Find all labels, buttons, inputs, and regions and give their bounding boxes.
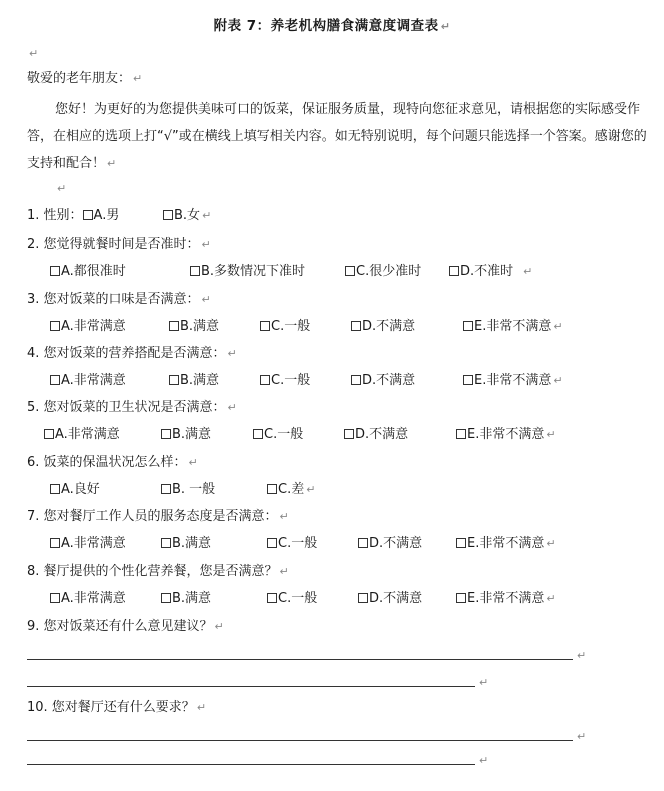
checkbox-icon[interactable] bbox=[83, 210, 93, 220]
option-checkbox[interactable]: B.满意 bbox=[169, 373, 219, 389]
option-checkbox[interactable]: B.多数情况下准时 bbox=[190, 264, 305, 280]
checkbox-icon[interactable] bbox=[345, 266, 355, 276]
option-checkbox[interactable]: E.非常不满意 ↵ bbox=[456, 427, 556, 443]
option-checkbox[interactable]: B. 一般 bbox=[161, 482, 215, 498]
checkbox-icon[interactable] bbox=[463, 321, 473, 331]
option-checkbox[interactable]: D.不满意 bbox=[351, 373, 415, 389]
blank-paragraph: ↵ bbox=[57, 182, 67, 195]
checkbox-icon[interactable] bbox=[351, 321, 361, 331]
question-4: 4. 您对饭菜的营养搭配是否满意： ↵ bbox=[27, 346, 237, 361]
option-checkbox[interactable]: D.不满意 bbox=[351, 319, 415, 335]
checkbox-icon[interactable] bbox=[161, 538, 171, 548]
intro-paragraph: 您好！为更好的为您提供美味可口的饭菜，保证服务质量，现特向您征求意见，请根据您的实际感受作答，在相应的选项上打“√”或在横线上填写相关内容。如无特别说明，每个问题只能选择一个答案。感谢您的支持和配合！ ↵ bbox=[27, 102, 647, 171]
option-checkbox[interactable]: E.非常不满意 ↵ bbox=[456, 536, 556, 552]
option-checkbox[interactable]: C.一般 bbox=[260, 319, 310, 335]
option-checkbox[interactable]: A.男 bbox=[83, 208, 120, 223]
document-title: 附表 7：养老机构膳食满意度调查表 ↵ bbox=[213, 18, 451, 34]
paragraph-mark: ↵ bbox=[479, 754, 489, 767]
checkbox-icon[interactable] bbox=[161, 593, 171, 603]
option-checkbox[interactable]: C.一般 bbox=[253, 427, 303, 443]
checkbox-icon[interactable] bbox=[50, 538, 60, 548]
checkbox-icon[interactable] bbox=[456, 429, 466, 439]
checkbox-icon[interactable] bbox=[50, 375, 60, 385]
checkbox-icon[interactable] bbox=[358, 593, 368, 603]
option-checkbox[interactable]: A.非常满意 bbox=[50, 319, 126, 335]
question-2: 2. 您觉得就餐时间是否准时： ↵ bbox=[27, 237, 211, 252]
question-9: 9. 您对饭菜还有什么意见建议？ ↵ bbox=[27, 619, 224, 634]
option-checkbox[interactable]: E.非常不满意 ↵ bbox=[463, 373, 563, 389]
checkbox-icon[interactable] bbox=[358, 538, 368, 548]
option-checkbox[interactable]: C.一般 bbox=[267, 536, 317, 552]
question-1 bbox=[27, 208, 119, 224]
checkbox-icon[interactable] bbox=[50, 593, 60, 603]
paragraph-mark: ↵ bbox=[577, 730, 587, 743]
checkbox-icon[interactable] bbox=[456, 593, 466, 603]
checkbox-icon[interactable] bbox=[253, 429, 263, 439]
question-5: 5. 您对饭菜的卫生状况是否满意： ↵ bbox=[27, 400, 237, 415]
question-8: 8. 餐厅提供的个性化营养餐，您是否满意？ ↵ bbox=[27, 564, 289, 579]
checkbox-icon[interactable] bbox=[44, 429, 54, 439]
checkbox-icon[interactable] bbox=[463, 375, 473, 385]
checkbox-icon[interactable] bbox=[351, 375, 361, 385]
answer-line-10a[interactable] bbox=[27, 740, 573, 741]
option-checkbox[interactable]: D.不满意 bbox=[344, 427, 408, 443]
checkbox-icon[interactable] bbox=[169, 321, 179, 331]
option-checkbox[interactable]: C.一般 bbox=[267, 591, 317, 607]
checkbox-icon[interactable] bbox=[260, 321, 270, 331]
checkbox-icon[interactable] bbox=[267, 484, 277, 494]
option-checkbox[interactable]: E.非常不满意 ↵ bbox=[456, 591, 556, 607]
option-checkbox[interactable]: B.女 ↵ bbox=[163, 208, 211, 224]
option-checkbox[interactable]: D.不准时 ↵ bbox=[449, 264, 532, 280]
answer-line-9b[interactable] bbox=[27, 686, 475, 687]
option-checkbox[interactable]: B.满意 bbox=[161, 591, 211, 607]
paragraph-mark: ↵ bbox=[577, 649, 587, 662]
option-checkbox[interactable]: A.非常满意 bbox=[50, 373, 126, 389]
answer-line-9a[interactable] bbox=[27, 659, 573, 660]
question-3: 3. 您对饭菜的口味是否满意： ↵ bbox=[27, 292, 211, 307]
option-checkbox[interactable]: C.一般 bbox=[260, 373, 310, 389]
checkbox-icon[interactable] bbox=[449, 266, 459, 276]
option-checkbox[interactable]: B.满意 bbox=[161, 427, 211, 443]
checkbox-icon[interactable] bbox=[267, 538, 277, 548]
answer-line-10b[interactable] bbox=[27, 764, 475, 765]
option-checkbox[interactable]: B.满意 bbox=[169, 319, 219, 335]
option-checkbox[interactable]: A.都很准时 bbox=[50, 264, 126, 280]
checkbox-icon[interactable] bbox=[161, 484, 171, 494]
checkbox-icon[interactable] bbox=[50, 321, 60, 331]
checkbox-icon[interactable] bbox=[260, 375, 270, 385]
option-checkbox[interactable]: A.非常满意 bbox=[44, 427, 120, 443]
checkbox-icon[interactable] bbox=[161, 429, 171, 439]
question-label: 1. 性别： bbox=[27, 208, 83, 223]
checkbox-icon[interactable] bbox=[50, 484, 60, 494]
checkbox-icon[interactable] bbox=[344, 429, 354, 439]
checkbox-icon[interactable] bbox=[456, 538, 466, 548]
question-6: 6. 饭菜的保温状况怎么样： ↵ bbox=[27, 455, 198, 470]
option-checkbox[interactable]: A.非常满意 bbox=[50, 536, 126, 552]
question-7: 7. 您对餐厅工作人员的服务态度是否满意： ↵ bbox=[27, 509, 289, 524]
option-checkbox[interactable]: C.差 ↵ bbox=[267, 482, 315, 498]
question-10: 10. 您对餐厅还有什么要求？ ↵ bbox=[27, 700, 207, 715]
option-checkbox[interactable]: E.非常不满意 ↵ bbox=[463, 319, 563, 335]
checkbox-icon[interactable] bbox=[190, 266, 200, 276]
option-checkbox[interactable]: A.非常满意 bbox=[50, 591, 126, 607]
option-checkbox[interactable]: A.良好 bbox=[50, 482, 100, 498]
checkbox-icon[interactable] bbox=[169, 375, 179, 385]
option-checkbox[interactable]: D.不满意 bbox=[358, 536, 422, 552]
paragraph-mark: ↵ bbox=[479, 676, 489, 689]
checkbox-icon[interactable] bbox=[267, 593, 277, 603]
option-checkbox[interactable]: C.很少准时 bbox=[345, 264, 421, 280]
greeting: 敬爱的老年朋友： ↵ bbox=[27, 71, 143, 86]
checkbox-icon[interactable] bbox=[50, 266, 60, 276]
blank-paragraph: ↵ bbox=[29, 47, 39, 60]
option-checkbox[interactable]: D.不满意 bbox=[358, 591, 422, 607]
option-checkbox[interactable]: B.满意 bbox=[161, 536, 211, 552]
checkbox-icon[interactable] bbox=[163, 210, 173, 220]
